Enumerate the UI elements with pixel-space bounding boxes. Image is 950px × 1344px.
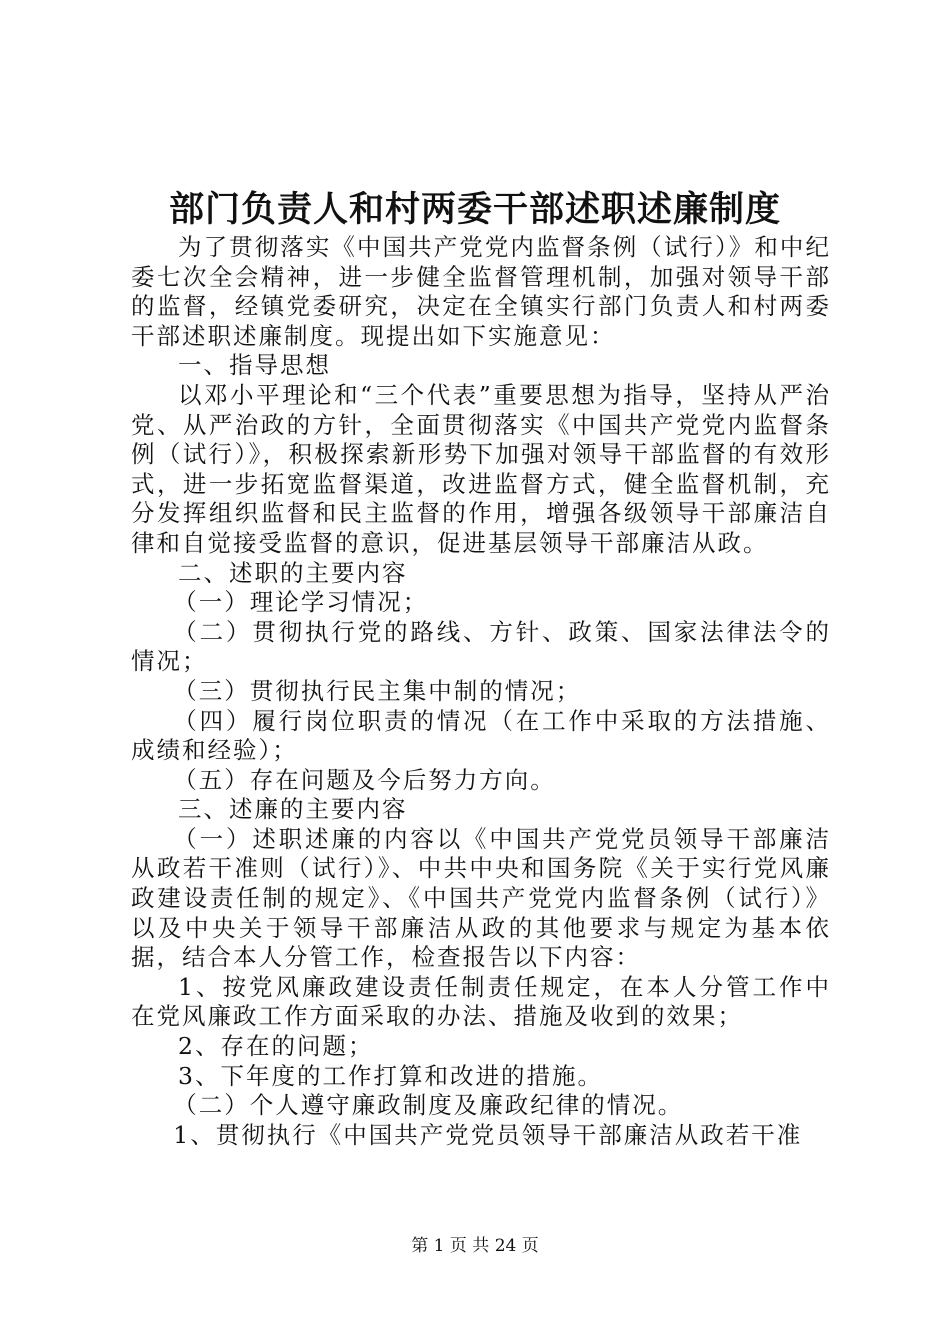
list-item: （二）个人遵守廉政制度及廉政纪律的情况。 (173, 1091, 684, 1120)
list-item: （四）履行岗位职责的情况（在工作中采取的方法措施、成绩和经验）； (131, 706, 831, 765)
list-item: 2、存在的问题； (178, 1032, 374, 1061)
section-heading-guiding-thought: 一、指导思想 (178, 351, 331, 380)
paragraph-intro: 为了贯彻落实《中国共产党党内监督条例（试行）》和中纪委七次全会精神，进一步健全监督管理机制，加强对领导干部的监督，经镇党委研究，决定在全镇实行部门负责人和村两委干部述职述廉制度。现提出如下实施意见： (131, 233, 831, 350)
list-item: （二）贯彻执行党的路线、方针、政策、国家法律法令的情况； (131, 617, 831, 676)
paragraph-guiding-thought: 以邓小平理论和“三个代表”重要思想为指导，坚持从严治党、从严治政的方针，全面贯彻落实《中国共产党党内监督条例（试行）》，积极探索新形势下加强对领导干部监督的有效形式，进一步拓宽监督渠道，改进监督方式，健全监督机制，充分发挥组织监督和民主监督的作用，增强各级领导干部廉洁自律和自觉接受监督的意识，促进基层领导干部廉洁从政。 (131, 380, 831, 557)
list-item: 1、按党风廉政建设责任制责任规定，在本人分管工作中在党风廉政工作方面采取的办法、措施及收到的效果； (131, 972, 831, 1031)
page-number: 第 1 页 共 24 页 (411, 1236, 539, 1256)
list-item: （五）存在问题及今后努力方向。 (173, 765, 556, 794)
document-title: 部门负责人和村两委干部述职述廉制度 (168, 189, 781, 230)
list-item: （一）述职述廉的内容以《中国共产党党员领导干部廉洁从政若干准则（试行）》、中共中央和国务院《关于实行党风廉政建设责任制的规定》、《中国共产党党内监督条例（试行）》以及中央关于领导干部廉洁从政的其他要求与规定为基本依据，结合本人分管工作，检查报告以下内容： (131, 824, 831, 972)
section-heading-report-duty: 二、述职的主要内容 (178, 558, 408, 587)
document-body (131, 233, 831, 1150)
section-heading-report-integrity: 三、述廉的主要内容 (178, 795, 408, 824)
list-item: （三）贯彻执行民主集中制的情况； (173, 676, 582, 705)
list-item: 3、下年度的工作打算和改进的措施。 (178, 1061, 603, 1090)
list-item: 1、贯彻执行《中国共产党党员领导干部廉洁从政若干准 (173, 1120, 803, 1149)
list-item: （一）理论学习情况； (173, 588, 429, 617)
